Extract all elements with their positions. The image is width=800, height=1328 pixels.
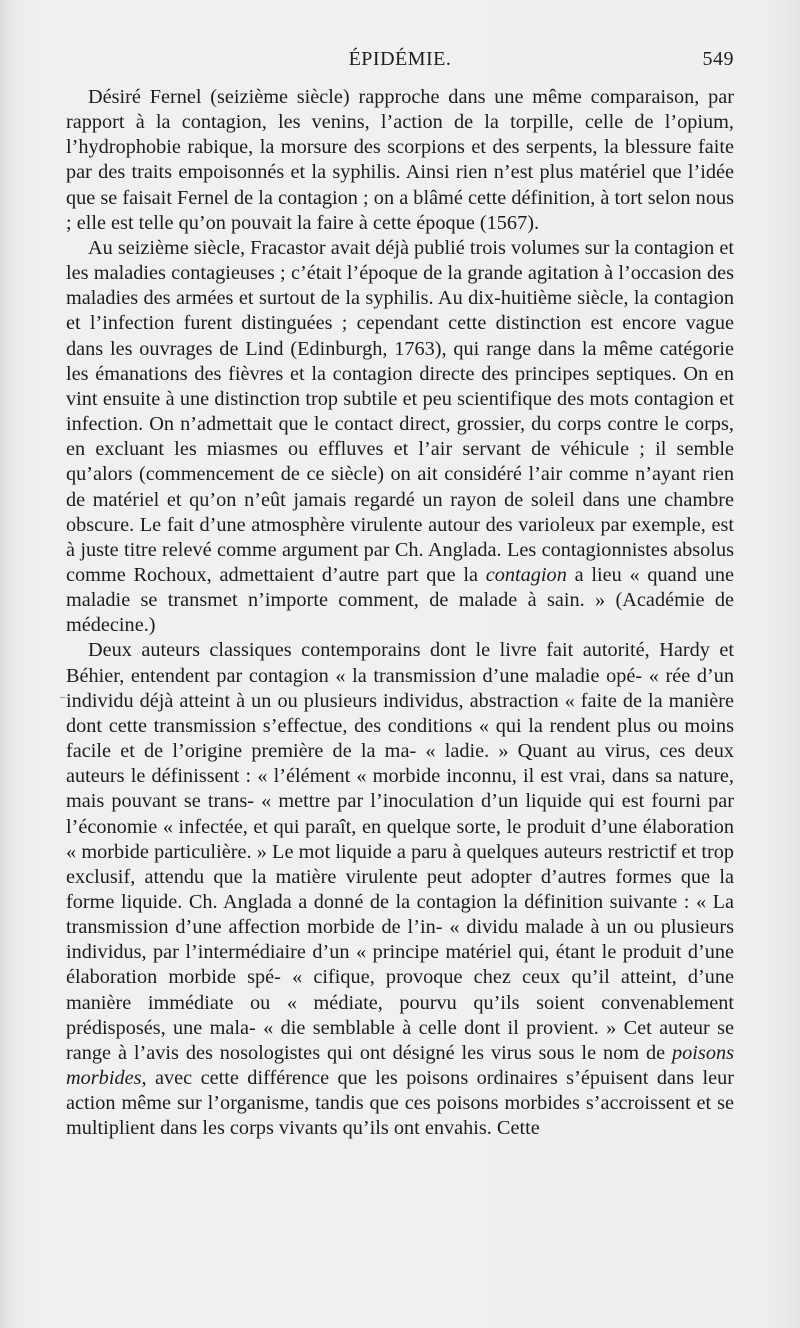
text-segment: a lieu « quand une maladie se transmet n’importe comment, de malade à sain. » (Académie de médecine.) [66, 563, 734, 637]
text-segment: Deux auteurs classiques contemporains dont le livre fait autorité, Hardy et Béhier, entendent par contagion « la transmission d’une maladie opé- « rée d’un individu déjà atteint à un ou plusieurs individus, abstraction « faite de la manière dont cette transmission s’effectue, des conditions « qui la rendent plus ou moins facile et de l’origine première de la ma- « ladie. » Quant au virus, ces deux auteurs le définissent : « l’élément « morbide inconnu, il est vrai, dans sa nature, mais pouvant se trans- « mettre par l’inoculation d’un liquide qui est fourni par l’économie « infectée, et qui paraît, en quelque sorte, le produit d’une élaboration « morbide particulière. » Le mot liquide a paru à quelques auteurs restrictif et trop exclusif, attendu que la matière virulente peut adopter d’autres formes que la forme liquide. Ch. Anglada a donné de la contagion la définition suivante : « La transmission d’une affection morbide de l’in- « dividu malade à un ou plusieurs individus, par l’intermédiaire d’un « principe matériel qui, étant le produit d’une élaboration morbide spé- « cifique, provoque chez ceux qu’il atteint, d’une manière immédiate ou « médiate, pourvu qu’ils soient convenablement prédisposés, une mala- « die semblable à celle dont il provient. » Cet auteur se range à l’avis des nosologistes qui ont désigné les virus sous le nom de [66, 639, 734, 1064]
text-segment: Désiré Fernel (seizième siècle) rapproche dans une même comparaison, par rapport à la contagion, les venins, l’action de la torpille, celle de l’opium, l’hydrophobie rabique, la morsure des scorpions et des serpents, la blessure faite par des traits empoisonnés et la syphilis. Ainsi rien n’est plus matériel que l’idée que se faisait Fernel de la contagion ; on a blâmé cette définition, à tort selon nous ; elle est telle qu’on pouvait la faire à cette époque (1567). [66, 86, 734, 234]
running-title: ÉPIDÉMIE. [348, 48, 452, 70]
text-segment: , avec cette différence que les poisons ordinaires s’épuisent dans leur action même sur l’organisme, tandis que ces poisons morbides s’accroissent et se multiplient dans les corps vivants qu’ils ont envahis. Cette [66, 1067, 734, 1140]
margin-mark [60, 697, 65, 698]
running-head [66, 48, 734, 76]
body-text [66, 85, 734, 1142]
paragraph [66, 638, 734, 1141]
paragraph [66, 236, 734, 639]
italic-term: contagion [485, 563, 567, 586]
text-segment: Au seizième siècle, Fracastor avait déjà publié trois volumes sur la contagion et les maladies contagieuses ; c’était l’époque de la grande agitation à l’occasion des maladies des armées et surtout de la syphilis. Au dix-huitième siècle, la contagion et l’infection furent distinguées ; cependant cette distinction est encore vague dans les ouvrages de Lind (Edinburgh, 1763), qui range dans la même catégorie les émanations des fièvres et la contagion directe des principes septiques. On en vint ensuite à une distinction trop subtile et peu scientifique des mots contagion et infection. On n’admettait que le contact direct, grossier, du corps contre le corps, en excluant les miasmes ou effluves et l’air servant de véhicule ; il semble qu’alors (commencement de ce siècle) on ait considéré l’air comme n’ayant rien de matériel et qu’on n’eût jamais regardé un rayon de soleil dans une chambre obscure. Le fait d’une atmosphère virulente autour des varioleux par exemple, est à juste titre relevé comme argument par Ch. Anglada. Les contagionnistes absolus comme Rochoux, admettaient d’autre part que la [66, 236, 734, 586]
page-number: 549 [702, 48, 734, 70]
italic-term: poisons morbides [66, 1041, 734, 1090]
paragraph [66, 85, 734, 236]
